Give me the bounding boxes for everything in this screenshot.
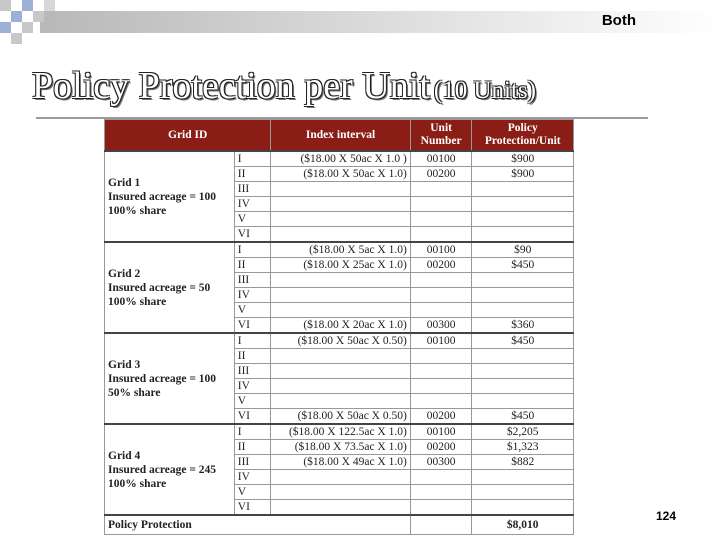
- page-number: 124: [655, 509, 676, 523]
- unit-number-cell: 00200: [410, 258, 472, 273]
- interval-level-cell: II: [234, 258, 271, 273]
- index-interval-cell: ($18.00 X 122.5ac X 1.0): [271, 424, 411, 440]
- interval-level-cell: IV: [234, 197, 271, 212]
- header-tag: Both: [601, 12, 636, 29]
- unit-number-cell: [410, 394, 472, 409]
- index-interval-cell: ($18.00 X 25ac X 1.0): [271, 258, 411, 273]
- unit-number-cell: [410, 288, 472, 303]
- table-row: [105, 424, 574, 440]
- unit-number-cell: [410, 273, 472, 288]
- unit-number-cell: 00100: [410, 151, 472, 167]
- interval-level-cell: VI: [234, 500, 271, 516]
- index-interval-cell: [271, 227, 411, 243]
- unit-number-cell: [410, 227, 472, 243]
- grid-name: Grid 1: [108, 176, 141, 189]
- index-interval-cell: ($18.00 X 5ac X 1.0): [271, 242, 411, 258]
- protection-cell: [472, 349, 574, 364]
- grid-detail: Insured acreage = 50: [108, 281, 211, 294]
- unit-number-cell: [410, 303, 472, 318]
- index-interval-cell: ($18.00 X 50ac X 1.0): [271, 167, 411, 182]
- protection-cell: $1,323: [472, 440, 574, 455]
- index-interval-cell: [271, 364, 411, 379]
- protection-cell: [472, 182, 574, 197]
- unit-number-cell: 00200: [410, 167, 472, 182]
- unit-number-cell: 00100: [410, 424, 472, 440]
- page-title: [32, 64, 536, 108]
- unit-number-cell: [410, 349, 472, 364]
- protection-cell: [472, 303, 574, 318]
- grid-name: Grid 2: [108, 267, 141, 280]
- unit-number-cell: [410, 379, 472, 394]
- protection-cell: [472, 288, 574, 303]
- index-interval-cell: ($18.00 X 50ac X 0.50): [271, 409, 411, 425]
- interval-level-cell: I: [234, 151, 271, 167]
- interval-level-cell: I: [234, 242, 271, 258]
- index-interval-cell: [271, 303, 411, 318]
- protection-cell: [472, 212, 574, 227]
- index-interval-cell: [271, 197, 411, 212]
- protection-cell: $2,205: [472, 424, 574, 440]
- table-row: [105, 151, 574, 167]
- protection-cell: $900: [472, 151, 574, 167]
- protection-cell: [472, 227, 574, 243]
- col-header-unit-number: Unit Number: [410, 120, 472, 152]
- unit-number-cell: 00200: [410, 440, 472, 455]
- index-interval-cell: [271, 500, 411, 516]
- interval-level-cell: II: [234, 440, 271, 455]
- page-title-sub: (10 Units): [433, 77, 536, 104]
- protection-cell: $900: [472, 167, 574, 182]
- protection-cell: [472, 470, 574, 485]
- protection-cell: $450: [472, 258, 574, 273]
- protection-cell: [472, 485, 574, 500]
- col-header-grid-id: Grid ID: [105, 120, 271, 152]
- grid-detail: Insured acreage = 100: [108, 372, 217, 385]
- table-row: [105, 242, 574, 258]
- protection-cell: $450: [472, 333, 574, 349]
- protection-cell: [472, 197, 574, 212]
- interval-level-cell: I: [234, 333, 271, 349]
- grid-detail: 100% share: [108, 204, 167, 217]
- grid-name: Grid 4: [108, 449, 141, 462]
- index-interval-cell: ($18.00 X 50ac X 1.0 ): [271, 151, 411, 167]
- grid-info-cell: [105, 333, 235, 424]
- protection-cell: $450: [472, 409, 574, 425]
- interval-level-cell: IV: [234, 288, 271, 303]
- interval-level-cell: IV: [234, 470, 271, 485]
- grid-detail: 100% share: [108, 295, 167, 308]
- table-body: [105, 151, 574, 535]
- interval-level-cell: I: [234, 424, 271, 440]
- unit-number-cell: 00100: [410, 333, 472, 349]
- unit-number-cell: [410, 500, 472, 516]
- interval-level-cell: VI: [234, 227, 271, 243]
- index-interval-cell: [271, 394, 411, 409]
- protection-cell: [472, 364, 574, 379]
- grid-info-cell: [105, 151, 235, 242]
- unit-number-cell: 00100: [410, 242, 472, 258]
- interval-level-cell: III: [234, 273, 271, 288]
- interval-level-cell: II: [234, 349, 271, 364]
- page-title-main: Policy Protection per Unit: [32, 65, 430, 107]
- protection-cell: [472, 273, 574, 288]
- interval-level-cell: III: [234, 455, 271, 470]
- index-interval-cell: [271, 273, 411, 288]
- total-spacer: [410, 515, 472, 535]
- table-row: [105, 333, 574, 349]
- index-interval-cell: [271, 379, 411, 394]
- interval-level-cell: V: [234, 212, 271, 227]
- protection-cell: $882: [472, 455, 574, 470]
- unit-number-cell: 00200: [410, 409, 472, 425]
- interval-level-cell: V: [234, 303, 271, 318]
- unit-number-cell: [410, 470, 472, 485]
- grid-name: Grid 3: [108, 358, 141, 371]
- interval-level-cell: III: [234, 364, 271, 379]
- unit-number-cell: [410, 197, 472, 212]
- protection-cell: [472, 394, 574, 409]
- interval-level-cell: V: [234, 485, 271, 500]
- protection-cell: [472, 500, 574, 516]
- unit-number-cell: [410, 182, 472, 197]
- unit-number-cell: 00300: [410, 318, 472, 334]
- index-interval-cell: ($18.00 X 50ac X 0.50): [271, 333, 411, 349]
- table-header-row: [105, 120, 574, 152]
- interval-level-cell: VI: [234, 409, 271, 425]
- index-interval-cell: ($18.00 X 20ac X 1.0): [271, 318, 411, 334]
- grid-detail: Insured acreage = 245: [108, 463, 217, 476]
- grid-detail: Insured acreage = 100: [108, 190, 217, 203]
- index-interval-cell: [271, 349, 411, 364]
- index-interval-cell: [271, 182, 411, 197]
- total-value: $8,010: [472, 515, 574, 535]
- grid-info-cell: [105, 424, 235, 515]
- unit-number-cell: 00300: [410, 455, 472, 470]
- col-header-index-interval: Index interval: [271, 120, 411, 152]
- grid-detail: 100% share: [108, 477, 167, 490]
- grid-detail: 50% share: [108, 386, 161, 399]
- interval-level-cell: IV: [234, 379, 271, 394]
- interval-level-cell: VI: [234, 318, 271, 334]
- index-interval-cell: [271, 485, 411, 500]
- protection-cell: $90: [472, 242, 574, 258]
- interval-level-cell: II: [234, 167, 271, 182]
- total-row: [105, 515, 574, 535]
- total-label: Policy Protection: [105, 515, 411, 535]
- unit-number-cell: [410, 364, 472, 379]
- interval-level-cell: III: [234, 182, 271, 197]
- index-interval-cell: [271, 288, 411, 303]
- index-interval-cell: [271, 470, 411, 485]
- protection-cell: [472, 379, 574, 394]
- index-interval-cell: [271, 212, 411, 227]
- col-header-protection-per-unit: Policy Protection/Unit: [472, 120, 574, 152]
- unit-number-cell: [410, 485, 472, 500]
- protection-cell: $360: [472, 318, 574, 334]
- interval-level-cell: V: [234, 394, 271, 409]
- unit-number-cell: [410, 212, 472, 227]
- grid-info-cell: [105, 242, 235, 333]
- index-interval-cell: ($18.00 X 73.5ac X 1.0): [271, 440, 411, 455]
- index-interval-cell: ($18.00 X 49ac X 1.0): [271, 455, 411, 470]
- policy-protection-table: [104, 119, 574, 535]
